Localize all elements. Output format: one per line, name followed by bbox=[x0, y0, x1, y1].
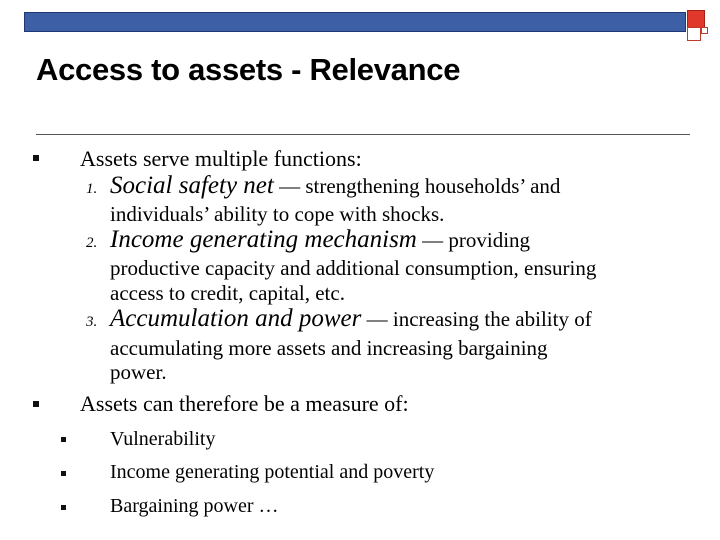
item-text: — providing bbox=[416, 228, 531, 252]
item-heading: Social safety net bbox=[110, 172, 274, 199]
item-continuation: individuals’ ability to cope with shocks. bbox=[110, 202, 445, 226]
item-continuation: accumulating more assets and increasing bargaining bbox=[110, 336, 548, 360]
sub-bullet-square-icon bbox=[61, 437, 66, 442]
decor-square-small bbox=[701, 27, 708, 34]
sub-bullet-square-icon bbox=[61, 471, 66, 476]
decor-square-outline bbox=[687, 27, 701, 41]
bullet-text: Assets can therefore be a measure of: bbox=[80, 391, 409, 416]
sub-item: Vulnerability bbox=[110, 428, 216, 450]
numbered-item bbox=[110, 172, 560, 200]
decor-square-large bbox=[687, 10, 705, 28]
item-continuation: access to credit, capital, etc. bbox=[110, 281, 345, 305]
item-text: — increasing the ability of bbox=[361, 307, 592, 331]
numbered-item bbox=[110, 226, 530, 254]
bullet-square-icon bbox=[33, 401, 39, 407]
sub-item: Bargaining power … bbox=[110, 495, 279, 517]
bullet-square-icon bbox=[33, 155, 39, 161]
numbered-item bbox=[110, 305, 592, 333]
bullet-text: Assets serve multiple functions: bbox=[80, 146, 362, 171]
title-divider bbox=[36, 134, 690, 135]
slide-title: Access to assets - Relevance bbox=[36, 52, 461, 87]
item-heading: Income generating mechanism bbox=[110, 226, 417, 253]
title-banner-bar bbox=[24, 12, 686, 32]
item-heading: Accumulation and power bbox=[110, 305, 362, 332]
item-number: 3. bbox=[86, 314, 98, 330]
sub-bullet-square-icon bbox=[61, 505, 66, 510]
item-continuation: power. bbox=[110, 360, 167, 384]
sub-item: Income generating potential and poverty bbox=[110, 461, 435, 483]
item-number: 1. bbox=[86, 181, 98, 197]
item-continuation: productive capacity and additional consumption, ensuring bbox=[110, 256, 597, 280]
item-number: 2. bbox=[86, 235, 98, 251]
item-text: — strengthening households’ and bbox=[273, 174, 561, 198]
